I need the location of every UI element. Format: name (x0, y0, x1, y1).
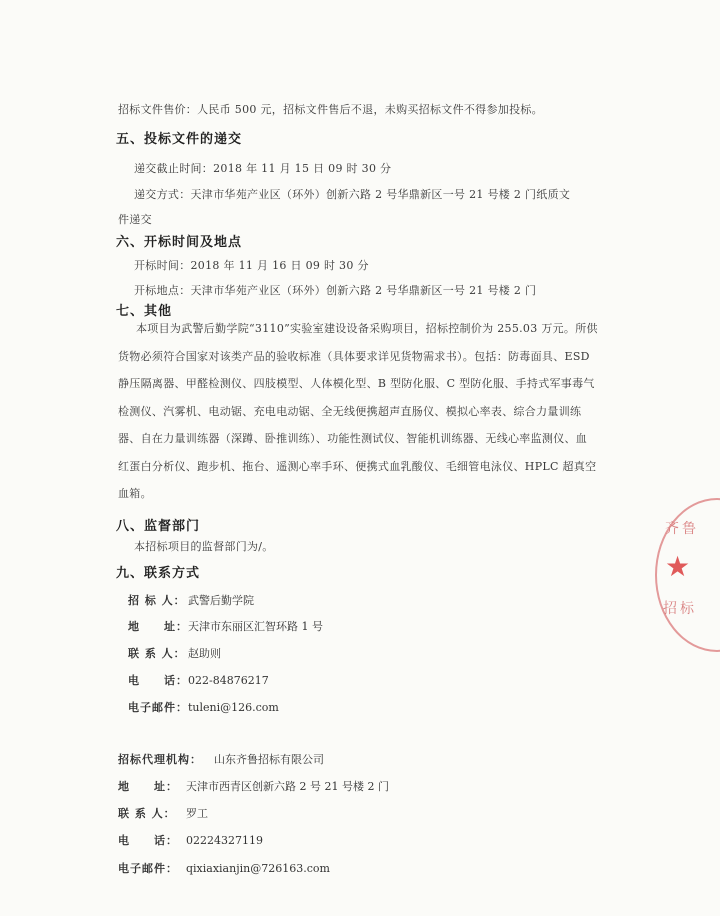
agency-email-value: qixiaxianjin@726163.com (186, 862, 330, 875)
agency-phone-row (118, 832, 263, 848)
heading-contact: 九、联系方式 (116, 566, 201, 581)
heading-opening: 六、开标时间及地点 (116, 235, 243, 250)
tenderer-address-row (128, 618, 323, 634)
tenderer-row (128, 592, 254, 608)
submit-method-cont: 件递交 (118, 213, 152, 226)
agency-label: 招标代理机构： (118, 753, 202, 766)
email-value: tuleni@126.com (188, 701, 279, 714)
seal-star-icon: ★ (665, 550, 691, 583)
agency-value: 山东齐鲁招标有限公司 (214, 753, 324, 766)
supervise-line: 本招标项目的监督部门为/。 (134, 540, 274, 553)
person-value: 赵助则 (188, 647, 221, 660)
agency-person-row (118, 805, 208, 821)
agency-person-value: 罗工 (186, 807, 208, 820)
submit-deadline: 递交截止时间：2018 年 11 月 15 日 09 时 30 分 (134, 162, 392, 175)
agency-row (118, 751, 324, 767)
open-time: 开标时间：2018 年 11 月 16 日 09 时 30 分 (134, 259, 369, 272)
heading-other: 七、其他 (116, 304, 173, 319)
person-label: 联 系 人： (128, 647, 186, 660)
agency-phone-label: 电 话： (118, 834, 178, 847)
tenderer-value: 武警后勤学院 (188, 594, 254, 607)
seal-text-top: 齐鲁 (665, 521, 699, 537)
open-place: 开标地点：天津市华苑产业区（环外）创新六路 2 号华鼎新区一号 21 号楼 2 门 (134, 284, 537, 297)
tenderer-email-row (128, 699, 279, 715)
tenderer-person-row (128, 645, 221, 661)
agency-email-row (118, 860, 330, 876)
official-seal (655, 498, 720, 652)
agency-person-label: 联 系 人： (118, 807, 176, 820)
submit-method: 递交方式：天津市华苑产业区（环外）创新六路 2 号华鼎新区一号 21 号楼 2 门纸质文 (134, 188, 571, 201)
tenderer-phone-row (128, 672, 269, 688)
address-value: 天津市东丽区汇智环路 1 号 (188, 620, 323, 633)
email-label: 电子邮件： (128, 701, 188, 714)
heading-submission: 五、投标文件的递交 (116, 132, 243, 147)
agency-address-row (118, 778, 389, 794)
other-paragraph (118, 315, 598, 508)
seal-text-bottom: 招标 (663, 601, 697, 617)
phone-value: 022-84876217 (188, 674, 269, 687)
agency-address-value: 天津市西青区创新六路 2 号 21 号楼 2 门 (186, 780, 389, 793)
fee-line: 招标文件售价：人民币 500 元，招标文件售后不退，未购买招标文件不得参加投标。 (118, 103, 543, 116)
agency-phone-value: 02224327119 (186, 834, 263, 847)
phone-label: 电 话： (128, 674, 188, 687)
agency-address-label: 地 址： (118, 780, 178, 793)
address-label: 地 址： (128, 620, 188, 633)
agency-email-label: 电子邮件： (118, 862, 178, 875)
heading-supervision: 八、监督部门 (116, 519, 201, 534)
other-text: 本项目为武警后勤学院“3110”实验室建设设备采购项目，招标控制价为 255.03 万元。所供货物必须符合国家对该类产品的验收标准（具体要求详见货物需求书）。包括：防毒面具、ESD 静压隔离器、甲醛检测仪、四肢模型、人体模化型、B 型防化服、C 型防化服、手持式军事毒气检测仪、汽雾机、电动锯、充电电动锯、全无线便携超声直肠仪、模拟心率表、综合力量训练器、自在力量训练器（深蹲、卧推训练）、功能性测试仪、智能机训练器、无线心率监测仪、血红蛋白分析仪、跑步机、拖台、遥测心率手环、便携式血乳酸仪、毛细管电泳仪、HPLC 超真空血箱。 (118, 322, 598, 500)
tenderer-label: 招 标 人： (128, 594, 186, 607)
